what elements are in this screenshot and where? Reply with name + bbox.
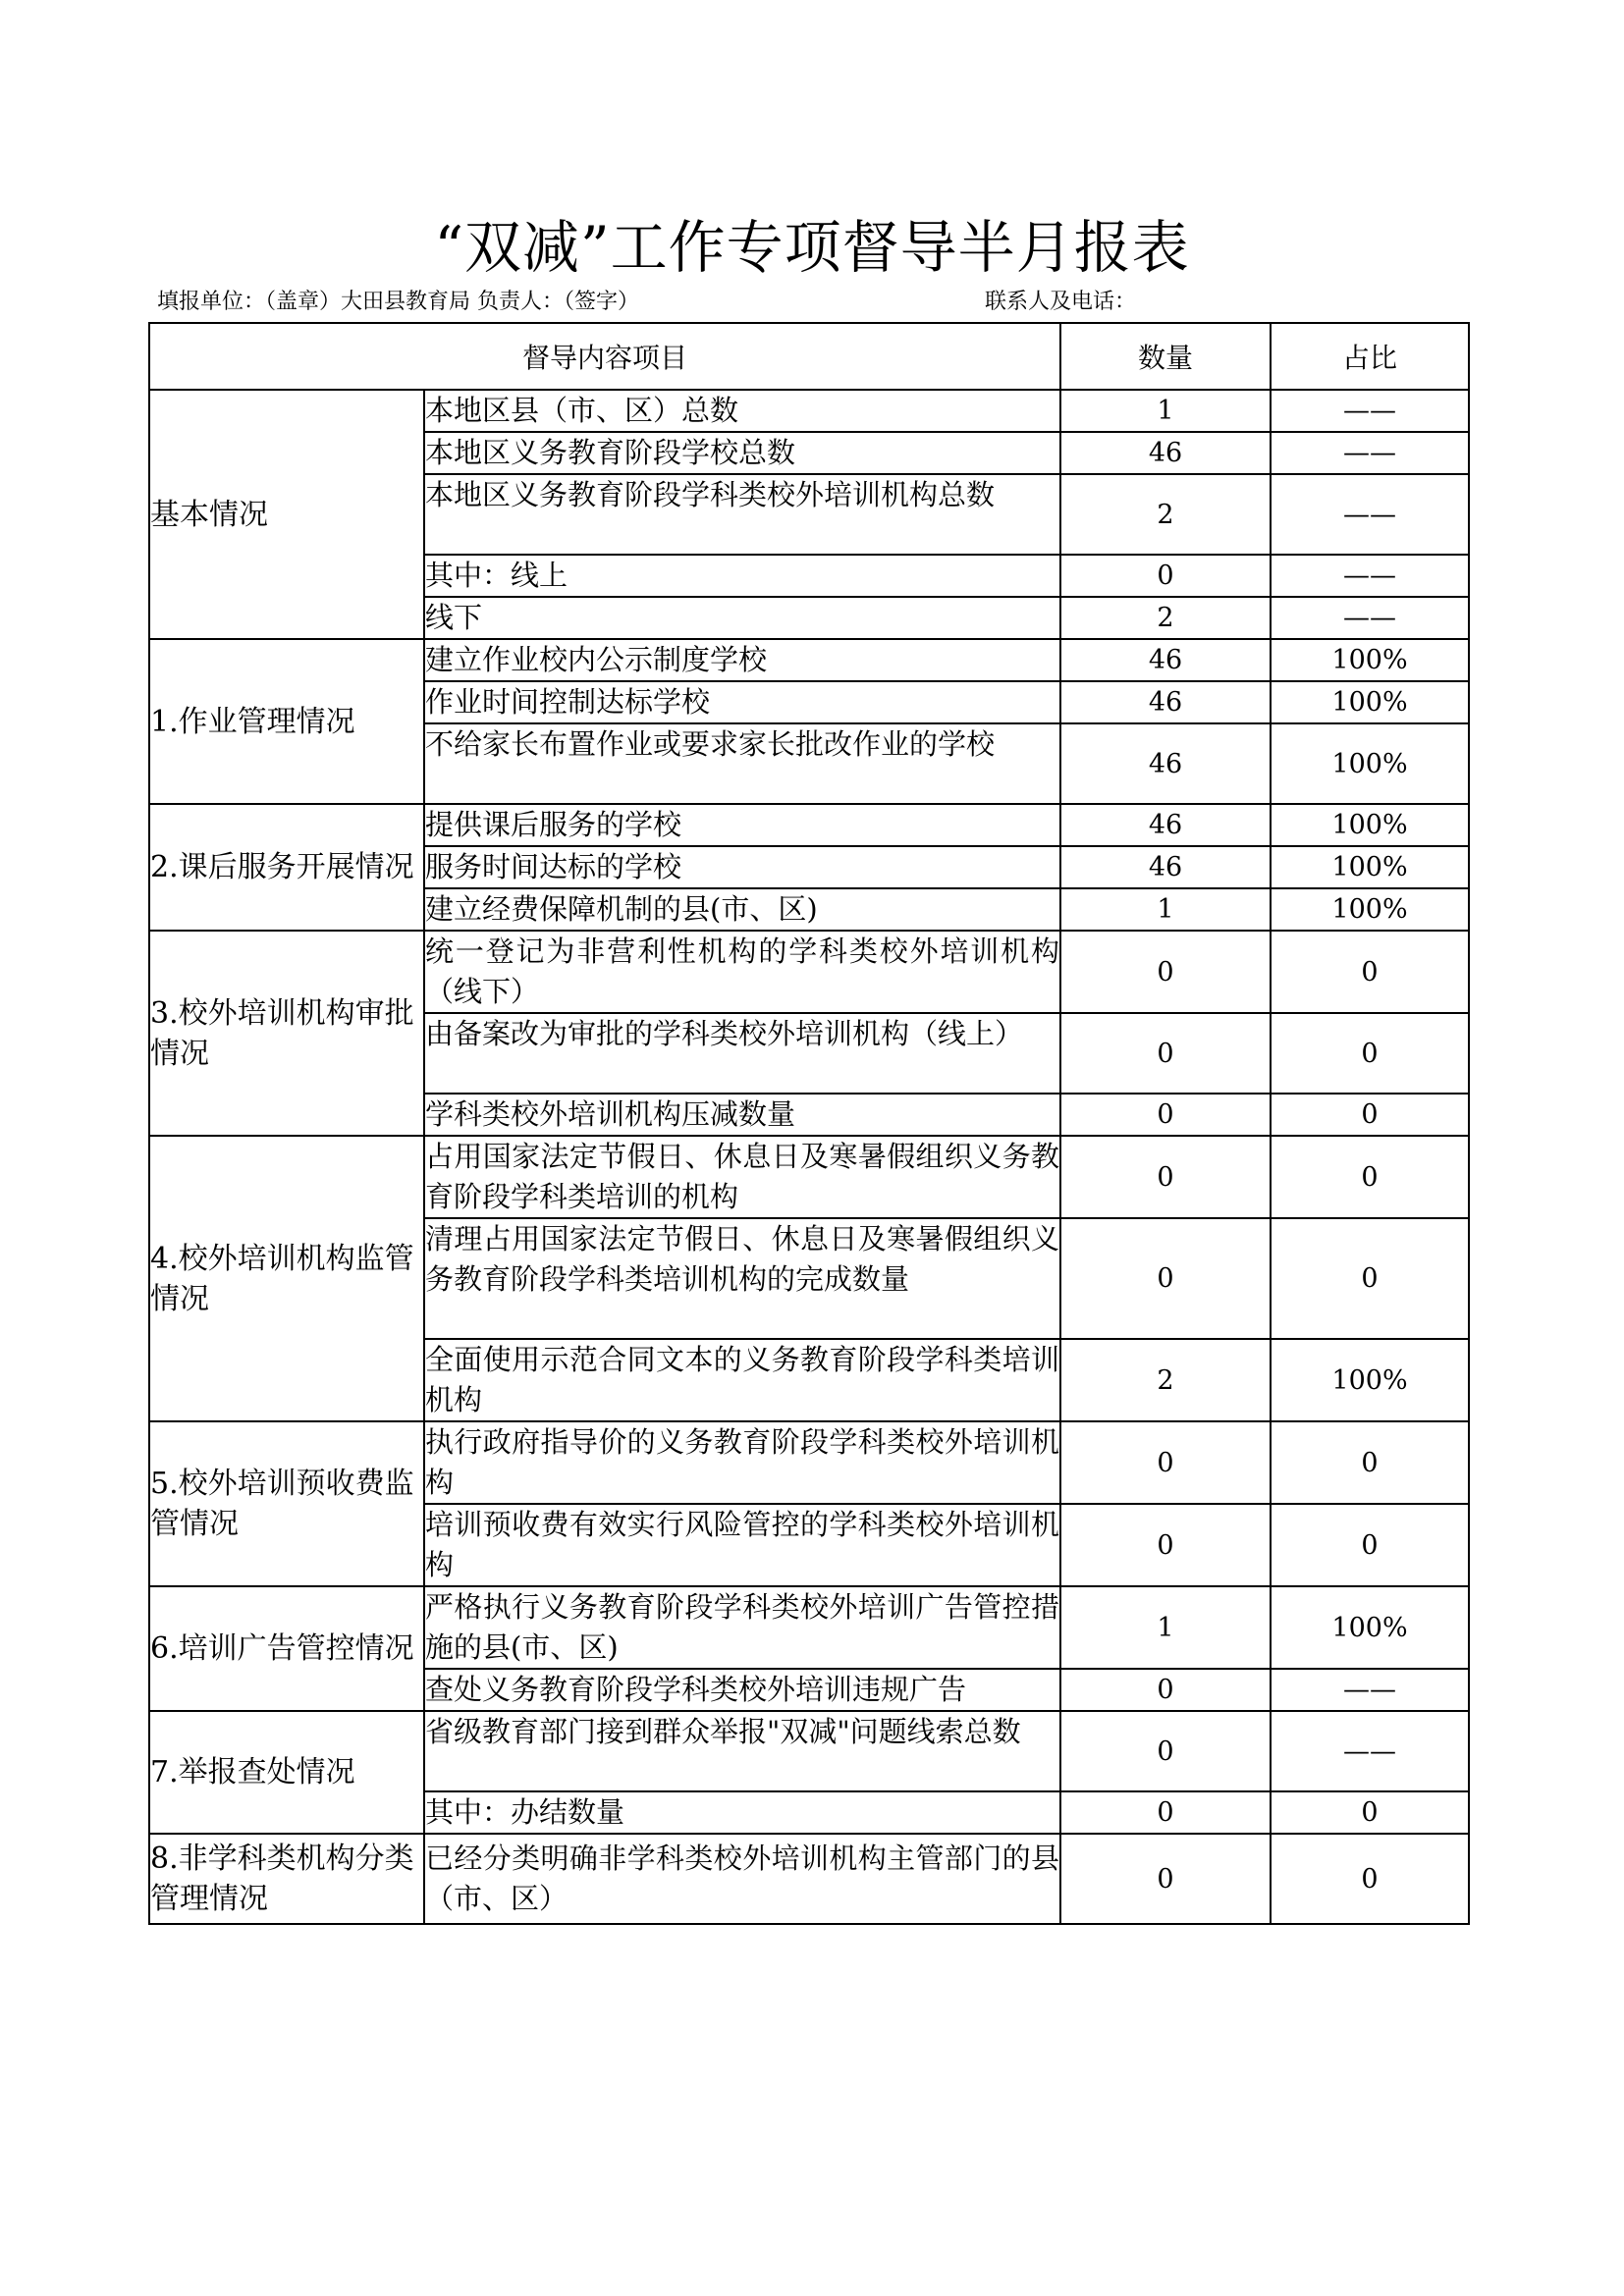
category-cell: 3.校外培训机构审批情况 <box>149 931 424 1136</box>
ratio-cell: 100% <box>1271 681 1469 723</box>
ratio-cell: —— <box>1271 597 1469 639</box>
item-cell: 建立作业校内公示制度学校 <box>424 639 1060 681</box>
count-cell: 46 <box>1060 723 1271 804</box>
count-cell: 0 <box>1060 1136 1271 1218</box>
item-cell: 其中：办结数量 <box>424 1791 1060 1834</box>
ratio-cell: 100% <box>1271 1339 1469 1421</box>
item-cell: 作业时间控制达标学校 <box>424 681 1060 723</box>
count-cell: 0 <box>1060 1094 1271 1136</box>
count-cell: 2 <box>1060 474 1271 555</box>
category-cell: 4.校外培训机构监管情况 <box>149 1136 424 1421</box>
count-cell: 46 <box>1060 432 1271 474</box>
count-cell: 1 <box>1060 1586 1271 1669</box>
ratio-cell: 100% <box>1271 846 1469 888</box>
item-cell: 本地区县（市、区）总数 <box>424 390 1060 432</box>
item-cell: 清理占用国家法定节假日、休息日及寒暑假组织义务教育阶段学科类培训机构的完成数量 <box>424 1218 1060 1339</box>
ratio-cell: 100% <box>1271 723 1469 804</box>
item-cell: 培训预收费有效实行风险管控的学科类校外培训机构 <box>424 1504 1060 1586</box>
ratio-cell: 0 <box>1271 1218 1469 1339</box>
item-cell: 查处义务教育阶段学科类校外培训违规广告 <box>424 1669 1060 1711</box>
item-cell: 建立经费保障机制的县(市、区) <box>424 888 1060 931</box>
item-cell: 不给家长布置作业或要求家长批改作业的学校 <box>424 723 1060 804</box>
count-cell: 0 <box>1060 1421 1271 1504</box>
header-ratio: 占比 <box>1271 323 1469 390</box>
ratio-cell: —— <box>1271 474 1469 555</box>
item-cell: 服务时间达标的学校 <box>424 846 1060 888</box>
category-cell: 7.举报查处情况 <box>149 1711 424 1834</box>
item-cell: 由备案改为审批的学科类校外培训机构（线上） <box>424 1013 1060 1094</box>
table-row <box>149 639 1469 681</box>
item-cell: 统一登记为非营利性机构的学科类校外培训机构（线下） <box>424 931 1060 1013</box>
report-table <box>148 322 1470 1925</box>
ratio-cell: 0 <box>1271 931 1469 1013</box>
ratio-cell: —— <box>1271 555 1469 597</box>
table-row <box>149 390 1469 432</box>
ratio-cell: 0 <box>1271 1504 1469 1586</box>
item-cell: 学科类校外培训机构压减数量 <box>424 1094 1060 1136</box>
header-count: 数量 <box>1060 323 1271 390</box>
ratio-cell: 100% <box>1271 639 1469 681</box>
item-cell: 已经分类明确非学科类校外培训机构主管部门的县（市、区） <box>424 1834 1060 1924</box>
table-row <box>149 931 1469 1013</box>
table-row <box>149 804 1469 846</box>
count-cell: 46 <box>1060 681 1271 723</box>
category-cell: 5.校外培训预收费监管情况 <box>149 1421 424 1586</box>
item-cell: 本地区义务教育阶段学校总数 <box>424 432 1060 474</box>
table-row <box>149 1136 1469 1218</box>
ratio-cell: 0 <box>1271 1834 1469 1924</box>
ratio-cell: —— <box>1271 390 1469 432</box>
item-cell: 本地区义务教育阶段学科类校外培训机构总数 <box>424 474 1060 555</box>
item-cell: 线下 <box>424 597 1060 639</box>
item-cell: 其中：线上 <box>424 555 1060 597</box>
ratio-cell: 0 <box>1271 1013 1469 1094</box>
ratio-cell: —— <box>1271 1669 1469 1711</box>
count-cell: 0 <box>1060 1834 1271 1924</box>
count-cell: 46 <box>1060 804 1271 846</box>
table-row <box>149 1834 1469 1924</box>
header-row <box>149 323 1469 390</box>
count-cell: 0 <box>1060 1013 1271 1094</box>
header-item: 督导内容项目 <box>149 323 1060 390</box>
ratio-cell: 100% <box>1271 1586 1469 1669</box>
page-title: “双减”工作专项督导半月报表 <box>434 214 1190 281</box>
category-cell: 8.非学科类机构分类管理情况 <box>149 1834 424 1924</box>
ratio-cell: 100% <box>1271 888 1469 931</box>
category-cell: 6.培训广告管控情况 <box>149 1586 424 1711</box>
item-cell: 提供课后服务的学校 <box>424 804 1060 846</box>
count-cell: 2 <box>1060 1339 1271 1421</box>
ratio-cell: 0 <box>1271 1791 1469 1834</box>
count-cell: 0 <box>1060 1791 1271 1834</box>
ratio-cell: 0 <box>1271 1094 1469 1136</box>
count-cell: 0 <box>1060 931 1271 1013</box>
count-cell: 0 <box>1060 1504 1271 1586</box>
count-cell: 0 <box>1060 555 1271 597</box>
category-cell: 基本情况 <box>149 390 424 639</box>
item-cell: 占用国家法定节假日、休息日及寒暑假组织义务教育阶段学科类培训的机构 <box>424 1136 1060 1218</box>
item-cell: 省级教育部门接到群众举报"双减"问题线索总数 <box>424 1711 1060 1791</box>
item-cell: 严格执行义务教育阶段学科类校外培训广告管控措施的县(市、区) <box>424 1586 1060 1669</box>
count-cell: 1 <box>1060 888 1271 931</box>
item-cell: 全面使用示范合同文本的义务教育阶段学科类培训机构 <box>424 1339 1060 1421</box>
count-cell: 0 <box>1060 1669 1271 1711</box>
table-row <box>149 1586 1469 1669</box>
table-row <box>149 1711 1469 1791</box>
ratio-cell: 0 <box>1271 1136 1469 1218</box>
count-cell: 46 <box>1060 846 1271 888</box>
ratio-cell: —— <box>1271 432 1469 474</box>
contact-line: 联系人及电话： <box>985 290 1137 314</box>
category-cell: 2.课后服务开展情况 <box>149 804 424 931</box>
item-cell: 执行政府指导价的义务教育阶段学科类校外培训机构 <box>424 1421 1060 1504</box>
ratio-cell: —— <box>1271 1711 1469 1791</box>
count-cell: 2 <box>1060 597 1271 639</box>
category-cell: 1.作业管理情况 <box>149 639 424 804</box>
count-cell: 46 <box>1060 639 1271 681</box>
table-row <box>149 1421 1469 1504</box>
count-cell: 0 <box>1060 1711 1271 1791</box>
count-cell: 1 <box>1060 390 1271 432</box>
reporting-unit-line: 填报单位：（盖章）大田县教育局 负责人：（签字） <box>157 290 639 314</box>
count-cell: 0 <box>1060 1218 1271 1339</box>
ratio-cell: 100% <box>1271 804 1469 846</box>
ratio-cell: 0 <box>1271 1421 1469 1504</box>
